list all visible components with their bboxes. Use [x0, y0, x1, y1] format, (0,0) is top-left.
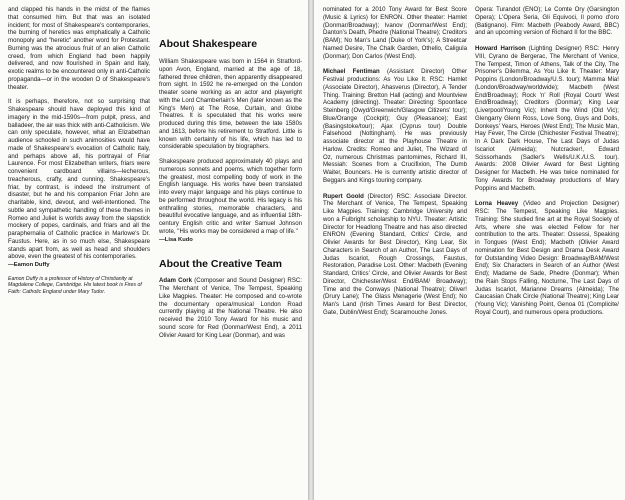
- essay-paragraph: It is perhaps, therefore, not so surprising that Shakespeare should have deployed this kind of imagery in the mid-1590s—from pulpit, press, and balladeer, the air was thick with anti-Catholicism. We can only speculate, however, what an Elizabethan audience schooled in such animosities would have made of Shakespeare's evocation of Catholic Italy, and perhaps above all, his portrayal of Friar Laurence. For most Elizabethan writers, friars were convenient cardboard villains—lecherous, treacherous, crafty, and cunning. Shakespeare's friar, by contrast, is indeed the instrument of disaster, but he and his companion Friar John are charitable, kind, devout, and well-intentioned. The subtle and sympathetic handling of these themes in Romeo and Juliet is worlds away from the slapstick mockery of popes, cardinals, and friars and all the paraphernalia of Catholic practice in Marlowe's Dr. Faustus. Here, as in so much else, Shakespeare stands apart from, as well as head and shoulders above, even the greatest of his contemporaries.: [8, 98, 150, 261]
- about-paragraph: William Shakespeare was born in 1564 in Stratford-upon Avon, England, married at the age of 18, fathered three children, then apparently disappeared from sight. In 1592 he re-emerged on the London theater scene working as an actor and playwright with the Lord Chamberlain's Men (later known as the King's Men) at The Rose, Curtain, and Globe Theatres. It is speculated that his works were produced during this time, between the late 1580s and 1613, before his retirement to Stratford. Little is known with certainty of his life, which has led to considerable speculation by biographers.: [159, 58, 302, 151]
- left-page-column-1: [8, 6, 150, 295]
- bio-name: Lorna Heavey: [475, 200, 519, 208]
- right-page-column-2: [475, 6, 619, 325]
- bio-text: (Composer and Sound Designer) RSC: The Merchant of Venice, The Tempest, Speaking Like Magpies. Theater: He composed and co-wrote the documentary opera/musical London Road currently playing at the National Theatre. He also received the 2010 Tony Award for his music and sound score for Red (Donmar/West End), a 2011 Olivier Award for King Lear (Donmar), and was: [159, 277, 302, 339]
- bio-text: (Assistant Director) Other Festival productions: As You Like It. RSC: Hamlet (Associate Director), Ahasverus (Director), A Tender Thing. Training: Bretton Hall (acting) and Mountview Academy (directing). Theater: Directing: Spoonface Steinberg (Owyd/Greenwich/Glasgow Citizens' tour); Blue/Orange (Cockpit); Guy (Pleasance); East (Basingstoke/tour); Ajax (Cyprus tour) Double Falsehood (Nottingham). He was previously associate director at the Playhouse Theatre in Harlow. Credits: Romeo and Juliet, The Wizard of Oz, numerous Christmas pantomimes, Richard III, Messiah: Scenes from a Crucifixion, The Dumb Waiter, Bouncers. He is currently artistic director of Beggars and Kings touring company.: [323, 68, 467, 184]
- bio-entry: [475, 45, 619, 192]
- bio-text: (Lighting Designer) RSC: Henry VIII, Cyrano de Bergerac, The Merchant of Venice, The Tempest, Timon of Athens, Talk of the City, The Prisoner's Dilemma, As You Like It. Theater: Mary Poppins (London/Broadway/U.S. tour); Mamma Mia! (London/Broadway/worldwide); Macbeth (West End/Broadway); Rock 'n' Roll (Royal Court/ West End/Broadway); Creditors (Donmar); King Lear (Liverpool/Young Vic); Inherit the Wind (Old Vic); Glengarry Glenn Ross, Love Song, Guys and Dolls, Donkeys' Years, Heroes (West End); The Music Man, Hay Fever, The Circle (Chichester Festival Theatre); In A Dark Dark House, The Last Days of Judas Iscariot (Almeida); Nutcracker!, Edward Scissorhands (Sadler's Wells/U.K./U.S. tour). Awards: 2008 Olivier Award for Best Lighting Designer for Macbeth. He was twice nominated for Tony Awards for Broadway productions of Mary Poppins and Macbeth.: [475, 45, 619, 192]
- essay-attribution: —Eamon Duffy: [8, 262, 50, 268]
- about-paragraph: Shakespeare produced approximately 40 plays and numerous sonnets and poems, which together form the greatest, most compelling body of work in the English language. His works have been translated into every major language and his plays continue to be performed throughout the world. His legacy is his enthralling stories, memorable characters, and beautiful evocative language, and as influential 18th-century English critic and writer Samuel Johnson wrote, "His works may be considered a map of life.": [159, 158, 302, 235]
- essay-paragraph: and clapped his hands in the midst of the flames that consumed him. But that was an isolated incident; for most of Shakespeare's contemporaries, the burning of heretics was emphatically a Catholic monopoly and "heretic" another word for Protestant. Burning was the atrocious fruit of an alien Catholic creed, from which England had been happily delivered, and now flourished in Spain and Italy, exotic realms to be encountered only in anti-Catholic propaganda—or in the wooden O of Shakespeare's theater.: [8, 6, 150, 91]
- about-shakespeare-heading: About Shakespeare: [159, 38, 258, 50]
- bio-entry: [323, 193, 467, 317]
- creative-team-heading: About the Creative Team: [159, 258, 282, 271]
- bio-continuation: Opera: Turandot (ENO); Le Comte Ory (Garsington Opera); L'Opera Seria, Gli Equivoci, Il porno d'oro (Batignano). Film: Macbeth (Peabody Award, BBC) and an upcoming version of Richard II for the BBC.: [475, 6, 619, 37]
- right-page: [314, 0, 625, 500]
- bio-entry: [323, 68, 467, 184]
- about-attribution: —Lisa Kudo: [159, 236, 193, 243]
- right-page-column-1: [323, 6, 467, 325]
- bio-name: Rupert Goold: [323, 192, 364, 200]
- left-page: [0, 0, 308, 500]
- bio-name: Howard Harrison: [475, 45, 526, 52]
- bio-name: Michael Fentiman: [323, 68, 380, 76]
- author-bio-note: Eamon Duffy is a professor of History of Christianity at Magdalene College, Cambridge. His latest book is Fires of Faith: Catholic England under Mary Tudor.: [8, 275, 142, 295]
- bio-text: (Video and Projection Designer) RSC: The Tempest, Speaking Like Magpies. Training: She studied fine art at the Royal Society of Arts, where she was elected Fellow for her contribution to the arts. Theater: Ossessi, Speaking in Tongues (West End); Macbeth (Olivier Award nomination for Best Design and Drama Desk Award for Outstanding Video Design: Broadway/BAM/West End); Six Characters in Search of an Author (West End); Madame de Sade, Phedre (Donmar); When the Rain Stops Falling, Nocturne, The Last Days of Judas Iscariot, Marianne Dreams (Almeida); The Caucasian Chalk Circle (National Theatre); King Lear (Young Vic); Vanishing Point, Genoa 01 (Complicite/ Royal Court), and numerous opera productions.: [475, 200, 619, 316]
- bio-continuation: nominated for a 2010 Tony Award for Best Score (Music & Lyrics) for ENRON. Other theater: Hamlet (Donmar/Broadway); Ivanov (Donmar/West End); Danton's Death, Phedre (National Theatre); Creditors (BAM); No Man's Land (Duke of York's); A Streetcar Named Desire, The Chalk Garden, Othello, Caligula (Donmar); Don Carlos (West End).: [323, 6, 467, 60]
- bio-name: Adam Cork: [159, 277, 193, 285]
- bio-text: (Director) RSC: Associate Director. The Merchant of Venice, The Tempest, Speaking Like Magpies. Training: Cambridge University and won a Fulbright scholarship to NYU. Theater: Artistic Director for Headlong Theatre and has also directed ENRON (Evening Standard, Critics' Circle, and Olivier Awards for Best Director), King Lear, Six Characters in Search of an Author, The Last Days of Judas Iscariot, Rough Crossings, Faustus, Restoration, Paradise Lost. Other: Macbeth (Evening Standard, Critics' Circle, and Olivier Awards for Best Director, Chichester/West End/BAM/ Broadway); Time and the Conways (National Theatre); Oliver! (Drury Lane); The Glass Menagerie (West End); No Man's Land (Irish Times Award for Best Director, Gate, Dublin/West End); Scaramouche Jones.: [323, 192, 467, 316]
- left-page-column-2: [159, 6, 302, 347]
- bio-entry: [475, 200, 619, 316]
- bio-entry: [159, 277, 302, 339]
